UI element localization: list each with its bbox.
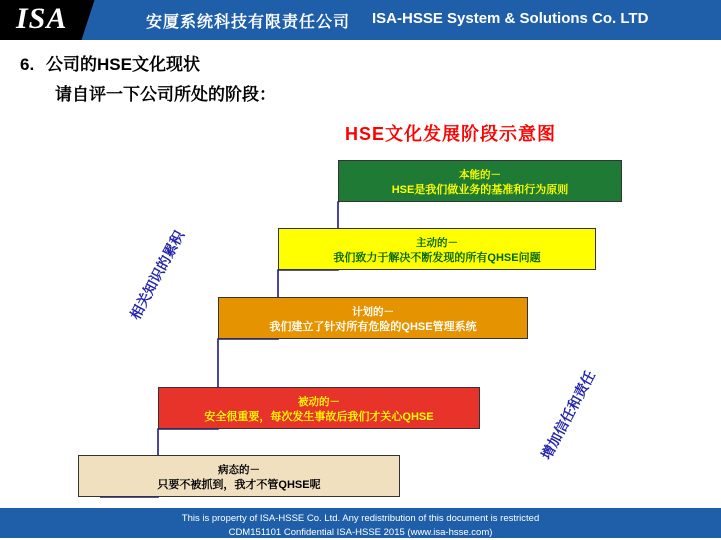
stage-box-instinctive[interactable]: [338, 160, 622, 202]
stage-reactive-line2: 安全很重要，每次发生事故后我们才关心QHSE: [204, 411, 434, 424]
page-footer: [0, 508, 721, 538]
company-logo: [0, 0, 118, 40]
stage-planned-line2: 我们建立了针对所有危险的QHSE管理系统: [269, 321, 477, 334]
slide-heading-number: 6.: [20, 55, 35, 74]
slide-heading: [20, 50, 200, 75]
stage-proactive-line2: 我们致力于解决不断发现的所有QHSE问题: [333, 252, 541, 265]
stage-planned-line1: 计划的－: [352, 306, 394, 318]
slide-subheading: 请自评一下公司所处的阶段：: [55, 85, 276, 104]
stage-pathological-line2: 只要不被抓到，我才不管QHSE呢: [157, 479, 321, 492]
footer-line-2: CDM151101 Confidential ISA-HSSE 2015 (www.isa-hsse.com): [228, 526, 493, 538]
page-header: [0, 0, 721, 40]
logo-swoosh-shape: [80, 0, 141, 40]
stage-box-reactive[interactable]: [158, 387, 480, 429]
axis-label-left: 相关知识的累积: [126, 227, 188, 323]
stage-instinctive-line2: HSE是我们做业务的基准和行为原则: [391, 184, 569, 197]
stage-proactive-line1: 主动的－: [416, 237, 458, 249]
stage-box-proactive[interactable]: [278, 228, 596, 270]
stage-box-pathological[interactable]: [78, 455, 400, 497]
header-title-english: ISA-HSSE System & Solutions Co. LTD: [372, 10, 649, 27]
axis-label-right: 增加信任和责任: [537, 367, 599, 463]
stage-pathological-line1: 病态的－: [218, 464, 260, 476]
chart-title: HSE文化发展阶段示意图: [345, 124, 557, 144]
stage-box-planned[interactable]: [218, 297, 528, 339]
stage-instinctive-line1: 本能的－: [459, 169, 501, 181]
logo-text: ISA: [16, 2, 68, 35]
footer-line-1: This is property of ISA-HSSE Co. Ltd. Any redistribution of this document is restricted: [181, 513, 540, 524]
header-title-chinese: 安厦系统科技有限责任公司: [146, 14, 351, 31]
stage-reactive-line1: 被动的－: [298, 396, 340, 408]
slide-heading-text: 公司的HSE文化现状: [46, 55, 200, 74]
